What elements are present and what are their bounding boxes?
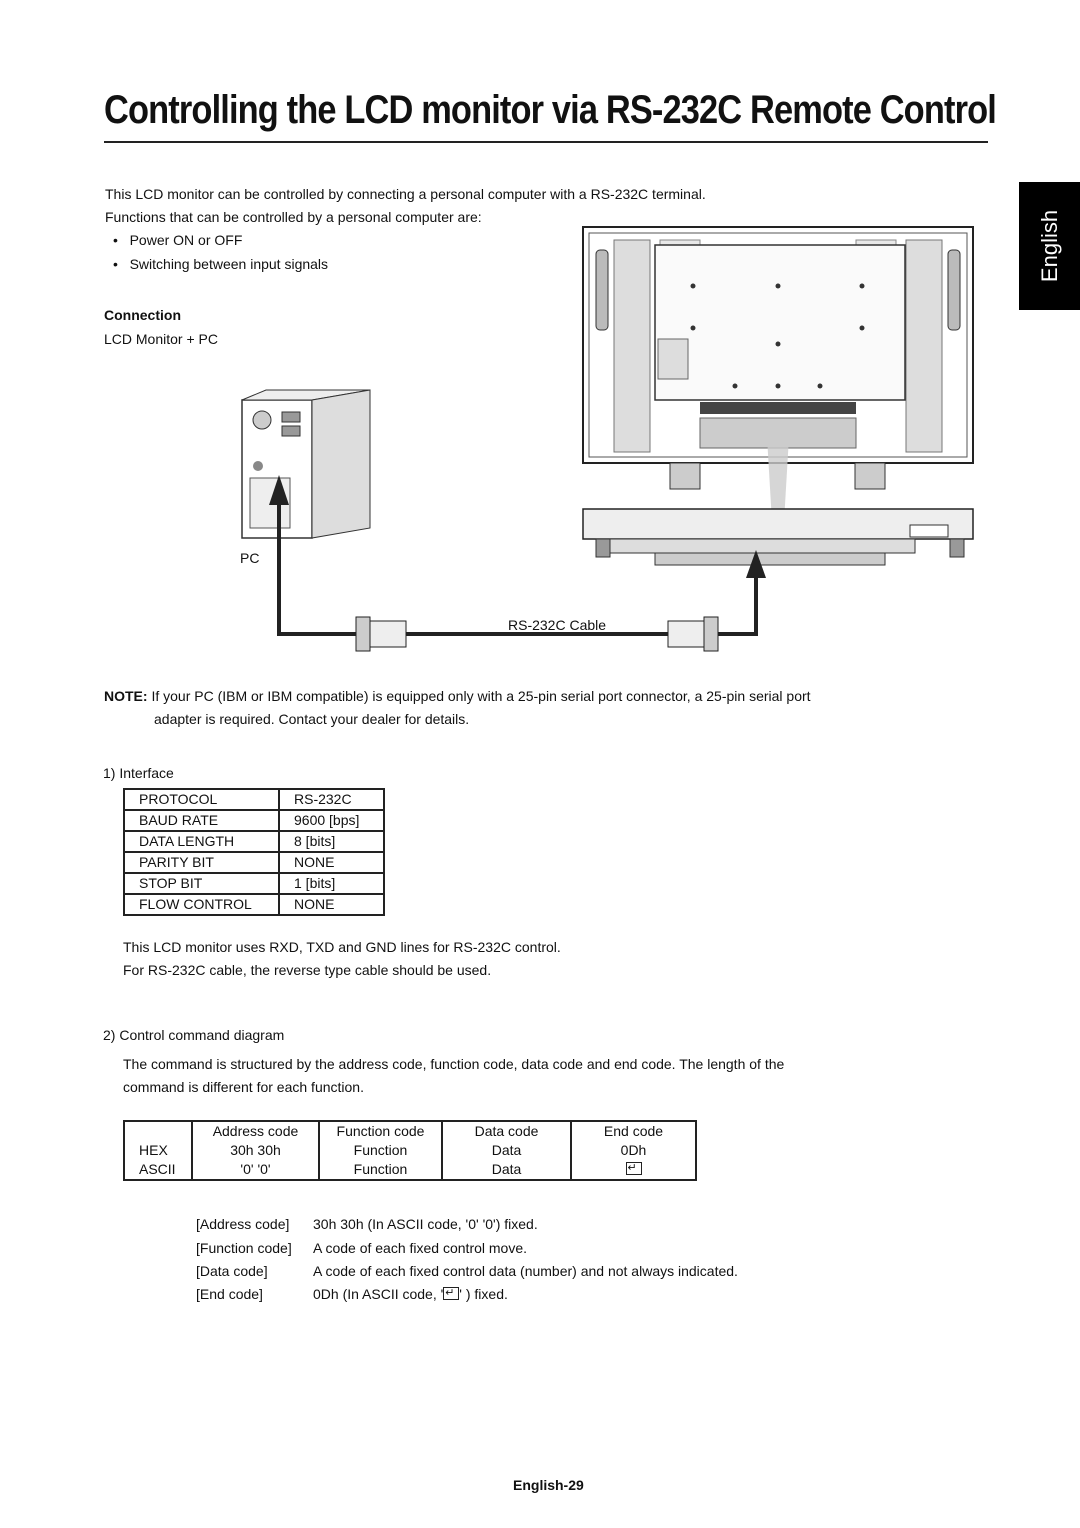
table-cell: End code [571, 1121, 696, 1141]
def-desc [313, 1285, 508, 1303]
table-cell: 0Dh [571, 1141, 696, 1160]
def-desc: A code of each fixed control move. [313, 1240, 528, 1256]
bullet-item: • Switching between input signals [113, 256, 329, 272]
command-table [123, 1120, 697, 1181]
note-line-1 [104, 687, 811, 705]
lcd-monitor-bottom-illustration [583, 509, 973, 565]
connection-subheading: LCD Monitor + PC [104, 331, 218, 347]
table-cell [571, 1160, 696, 1180]
def-term: [Function code] [196, 1240, 292, 1256]
pc-tower-illustration [242, 390, 370, 538]
table-cell: Function [319, 1141, 442, 1160]
note-label: NOTE: [104, 688, 148, 704]
table-row [124, 789, 384, 810]
table-cell: Data [442, 1141, 571, 1160]
interface-note-2: For RS-232C cable, the reverse type cable should be used. [123, 962, 492, 978]
table-cell: PROTOCOL [124, 789, 279, 810]
table-row [124, 831, 384, 852]
table-cell: FLOW CONTROL [124, 894, 279, 915]
pc-label: PC [240, 550, 260, 566]
enter-key-icon [626, 1162, 642, 1175]
table-cell: Function code [319, 1121, 442, 1141]
table-row [124, 1141, 696, 1160]
table-row [124, 1121, 696, 1141]
page-title: Controlling the LCD monitor via RS-232C Remote Control [104, 88, 996, 132]
table-cell: Function [319, 1160, 442, 1180]
cable-connector-right [668, 617, 718, 651]
def-term: [Address code] [196, 1216, 290, 1232]
cable-connector-left [356, 617, 406, 651]
table-cell: BAUD RATE [124, 810, 279, 831]
interface-heading: 1) Interface [103, 765, 174, 781]
bullet-text: Switching between input signals [129, 256, 329, 272]
table-cell: NONE [279, 852, 384, 873]
table-row [124, 852, 384, 873]
table-cell: RS-232C [279, 789, 384, 810]
table-cell: 9600 [bps] [279, 810, 384, 831]
def-desc: 30h 30h (In ASCII code, '0' '0') fixed. [313, 1216, 538, 1232]
table-cell: PARITY BIT [124, 852, 279, 873]
connection-heading: Connection [104, 307, 181, 323]
table-cell: NONE [279, 894, 384, 915]
table-row [124, 894, 384, 915]
table-cell [124, 1121, 192, 1141]
table-cell: DATA LENGTH [124, 831, 279, 852]
interface-note-1: This LCD monitor uses RXD, TXD and GND lines for RS-232C control. [123, 939, 561, 955]
connection-diagram [0, 0, 1080, 680]
cable-label: RS-232C Cable [508, 617, 607, 633]
note-line-2: adapter is required. Contact your dealer for details. [154, 711, 470, 727]
table-row [124, 873, 384, 894]
lcd-monitor-rear-illustration [583, 227, 973, 522]
command-desc-2: command is different for each function. [123, 1079, 364, 1095]
intro-line-2: Functions that can be controlled by a personal computer are: [105, 209, 482, 225]
table-cell: '0' '0' [192, 1160, 319, 1180]
table-cell: 8 [bits] [279, 831, 384, 852]
language-tab-label: English [1036, 209, 1062, 283]
def-desc: A code of each fixed control data (number) and not always indicated. [313, 1263, 738, 1279]
page-number: English-29 [513, 1477, 584, 1493]
table-cell: 30h 30h [192, 1141, 319, 1160]
table-cell: STOP BIT [124, 873, 279, 894]
table-row [124, 1160, 696, 1180]
def-desc-post: ' ) fixed. [459, 1286, 508, 1302]
def-term: [Data code] [196, 1263, 268, 1279]
def-term: [End code] [196, 1286, 263, 1302]
table-cell: Data [442, 1160, 571, 1180]
table-cell: Address code [192, 1121, 319, 1141]
def-desc-pre: 0Dh (In ASCII code, ' [313, 1286, 444, 1302]
bullet-item: • Power ON or OFF [113, 232, 243, 248]
note-text-1: If your PC (IBM or IBM compatible) is equipped only with a 25-pin serial port connector, a 25-pin serial port [151, 688, 811, 704]
table-cell: HEX [124, 1141, 192, 1160]
intro-line-1: This LCD monitor can be controlled by connecting a personal computer with a RS-232C terminal. [105, 186, 706, 202]
command-desc-1: The command is structured by the address code, function code, data code and end code. The length of the [123, 1056, 785, 1072]
enter-key-icon [443, 1287, 459, 1300]
interface-table [123, 788, 385, 916]
table-row [124, 810, 384, 831]
command-heading: 2) Control command diagram [103, 1027, 285, 1043]
table-cell: 1 [bits] [279, 873, 384, 894]
table-cell: Data code [442, 1121, 571, 1141]
table-cell: ASCII [124, 1160, 192, 1180]
bullet-text: Power ON or OFF [129, 232, 243, 248]
